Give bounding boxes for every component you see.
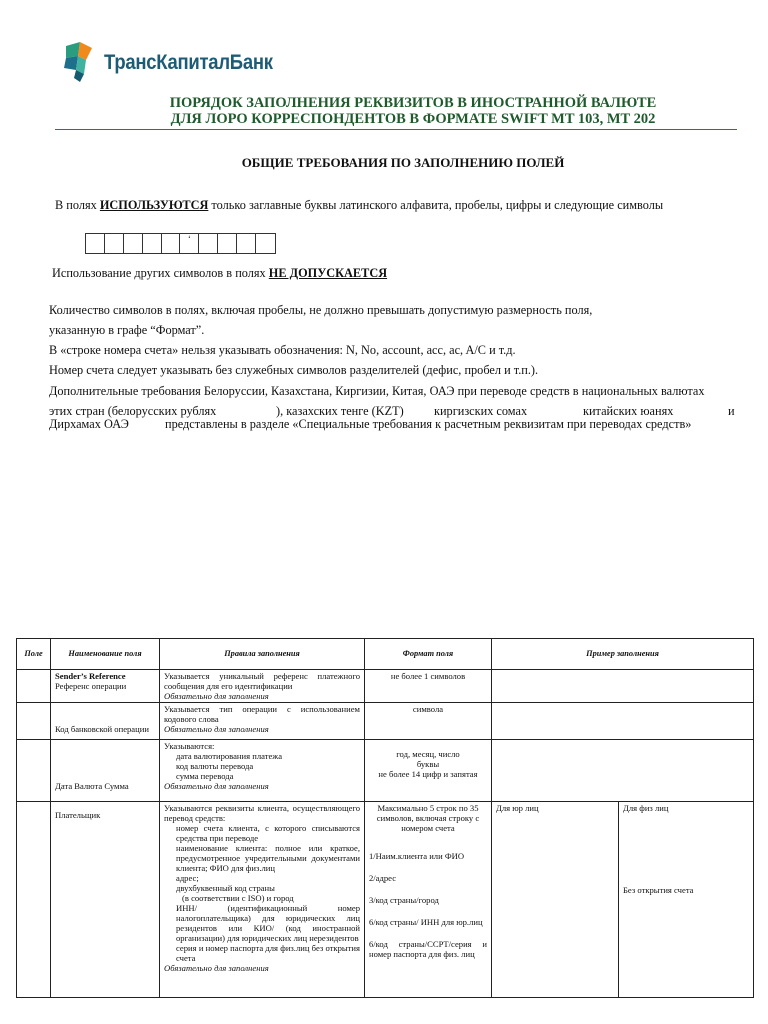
doc-title-line-2: ДЛЯ ЛОРО КОРРЕСПОНДЕНТОВ В ФОРМАТЕ SWIFT MT 103, MT 202 bbox=[170, 111, 656, 127]
paragraph-format-ref: указанную в графе “Формат”. bbox=[49, 323, 205, 337]
cell-name bbox=[51, 670, 160, 703]
allowed-symbols-boxes bbox=[85, 233, 276, 254]
cell-field bbox=[17, 670, 51, 703]
forbidden-chars-paragraph bbox=[52, 266, 387, 281]
header-field: Поле bbox=[17, 639, 51, 670]
symbol-cell bbox=[143, 234, 162, 253]
example-phys-note: Без открытия счета bbox=[623, 885, 694, 895]
name-text: Референс операции bbox=[55, 681, 127, 691]
header-rules: Правила заполнения bbox=[160, 639, 365, 670]
cell-format: символа bbox=[365, 703, 492, 740]
cell-example-legal: Для юр лиц bbox=[492, 802, 619, 998]
table-header-row bbox=[17, 639, 754, 670]
cell-field bbox=[17, 703, 51, 740]
paragraph-currencies-b: ), казахских тенге (KZT) bbox=[276, 404, 404, 418]
format-line: 6/код страны/ ИНН для юр.лиц bbox=[369, 917, 483, 927]
cell-field bbox=[17, 802, 51, 998]
paragraph-additional-reqs: Дополнительные требования Белоруссии, Казахстана, Киргизии, Китая, ОАЭ при переводе средств в национальных валютах bbox=[49, 384, 705, 398]
rules-line: код валюты перевода bbox=[176, 761, 254, 771]
table-row bbox=[17, 703, 754, 740]
example-phys-label: Для физ лиц bbox=[623, 803, 669, 813]
format-line: 1/Наим.клиента или ФИО bbox=[369, 851, 465, 861]
forbidden-pre-text: Использование других символов в полях bbox=[52, 266, 269, 280]
format-line: 2/адрес bbox=[369, 873, 397, 883]
symbol-cell bbox=[162, 234, 181, 253]
cell-example bbox=[492, 703, 754, 740]
required-note: Обязательно для заполнения bbox=[164, 963, 269, 973]
forbidden-emphasis: НЕ ДОПУСКАЕТСЯ bbox=[268, 266, 388, 280]
rules-line: дата валютирования платежа bbox=[176, 751, 283, 761]
cell-field bbox=[17, 740, 51, 802]
format-line: 6/код страны/CCPT/серия и номер паспорта для физ. лиц bbox=[369, 939, 487, 959]
paragraph-currencies-d: китайских юанях bbox=[583, 404, 674, 418]
fields-table bbox=[16, 638, 754, 998]
paragraph-account-separators: Номер счета следует указывать без служебных символов разделителей (дефис, пробел и т.п.). bbox=[49, 363, 539, 377]
paragraph-account-notation: В «строке номера счета» нельзя указывать обозначения: N, No, account, acc, ac, A/C и т.д. bbox=[49, 343, 516, 357]
paragraph-currencies-a: этих стран (белорусских рублях bbox=[49, 404, 217, 418]
rules-line: двухбуквенный код страны bbox=[176, 883, 275, 893]
format-line: буквы bbox=[416, 759, 440, 769]
title-divider bbox=[55, 129, 737, 130]
allowed-pre-text: В полях bbox=[55, 198, 100, 212]
cell-format bbox=[365, 740, 492, 802]
table-row bbox=[17, 670, 754, 703]
symbol-cell bbox=[105, 234, 124, 253]
cell-example bbox=[492, 740, 754, 802]
required-note: Обязательно для заполнения bbox=[164, 781, 269, 791]
cell-rules bbox=[160, 802, 365, 998]
rules-line: номер счета клиента, с которого списываются средства при переводе bbox=[176, 823, 360, 843]
rules-line: серия и номер паспорта для физ.лиц без открытия счета bbox=[176, 943, 360, 963]
format-line: год, месяц, число bbox=[396, 749, 460, 759]
rules-text: Указывается уникальный референс платежного сообщения для его идентификации bbox=[164, 671, 360, 691]
rules-line: Указываются реквизиты клиента, осуществляющего перевод средств: bbox=[164, 803, 360, 823]
section-heading: ОБЩИЕ ТРЕБОВАНИЯ ПО ЗАПОЛНЕНИЮ ПОЛЕЙ bbox=[241, 155, 565, 170]
paragraph-length: Количество символов в полях, включая пробелы, не должно превышать допустимую размерность поля, bbox=[49, 303, 593, 317]
header-name: Наименование поля bbox=[51, 639, 160, 670]
format-line: Максимально 5 строк по 35 символов, включая строку с номером счета bbox=[376, 803, 480, 833]
rules-text: Указывается тип операции с использованием кодового слова bbox=[164, 704, 360, 724]
table-row bbox=[17, 802, 754, 998]
symbol-cell bbox=[86, 234, 105, 253]
rules-line: сумма перевода bbox=[176, 771, 234, 781]
allowed-chars-paragraph bbox=[55, 198, 663, 213]
symbol-cell bbox=[124, 234, 143, 253]
header-example: Пример заполнения bbox=[492, 639, 754, 670]
cell-rules bbox=[160, 703, 365, 740]
rules-line: наименование клиента: полное или краткое, предусмотренное учредительными документами клиента; ФИО для физ.лиц bbox=[176, 843, 360, 873]
required-note: Обязательно для заполнения bbox=[164, 724, 269, 734]
doc-title-line-1: ПОРЯДОК ЗАПОЛНЕНИЯ РЕКВИЗИТОВ В ИНОСТРАННОЙ ВАЛЮТЕ bbox=[169, 95, 657, 111]
rules-line: (в соответствии с ISO) и город bbox=[182, 893, 294, 903]
table-row bbox=[17, 740, 754, 802]
symbol-cell: ‘ bbox=[180, 234, 199, 253]
format-line: 3/код страны/город bbox=[369, 895, 439, 905]
symbol-cell bbox=[199, 234, 218, 253]
paragraph-special-reqs: представлены в разделе «Специальные требования к расчетным реквизитам при переводах средств» bbox=[165, 417, 692, 431]
format-line: не более 14 цифр и запятая bbox=[378, 769, 478, 779]
symbol-cell bbox=[237, 234, 256, 253]
name-bold: Sender’s Reference bbox=[55, 671, 126, 681]
cell-example bbox=[492, 670, 754, 703]
paragraph-dirham: Дирхамах ОАЭ bbox=[49, 417, 129, 431]
bank-logo-icon bbox=[62, 42, 96, 82]
allowed-emphasis: ИСПОЛЬЗУЮТСЯ bbox=[99, 198, 209, 212]
rules-head: Указываются: bbox=[164, 741, 215, 751]
paragraph-currencies-e: и bbox=[728, 404, 735, 418]
required-note: Обязательно для заполнения bbox=[164, 691, 269, 701]
symbol-cell bbox=[256, 234, 275, 253]
symbol-cell bbox=[218, 234, 237, 253]
cell-rules bbox=[160, 740, 365, 802]
rules-line: ИНН/ (идентификационный номер налогоплательщика) для юридических лиц резидентов или КИО/ (код иностранной организации) для юридических лиц нерезидентов bbox=[176, 903, 360, 943]
cell-name: Дата Валюта Сумма bbox=[51, 740, 160, 802]
cell-name: Код банковской операции bbox=[51, 703, 160, 740]
cell-name: Плательщик bbox=[51, 802, 160, 998]
allowed-post-text: только заглавные буквы латинского алфавита, пробелы, цифры и следующие символы bbox=[208, 198, 664, 212]
cell-rules bbox=[160, 670, 365, 703]
header-format: Формат поля bbox=[365, 639, 492, 670]
rules-line: адрес; bbox=[176, 873, 199, 883]
bank-name: ТрансКапиталБанк bbox=[104, 51, 273, 74]
cell-example-phys bbox=[619, 802, 754, 998]
paragraph-currencies-c: киргизских сомах bbox=[434, 404, 528, 418]
cell-format bbox=[365, 802, 492, 998]
cell-format: не более 1 символов bbox=[365, 670, 492, 703]
